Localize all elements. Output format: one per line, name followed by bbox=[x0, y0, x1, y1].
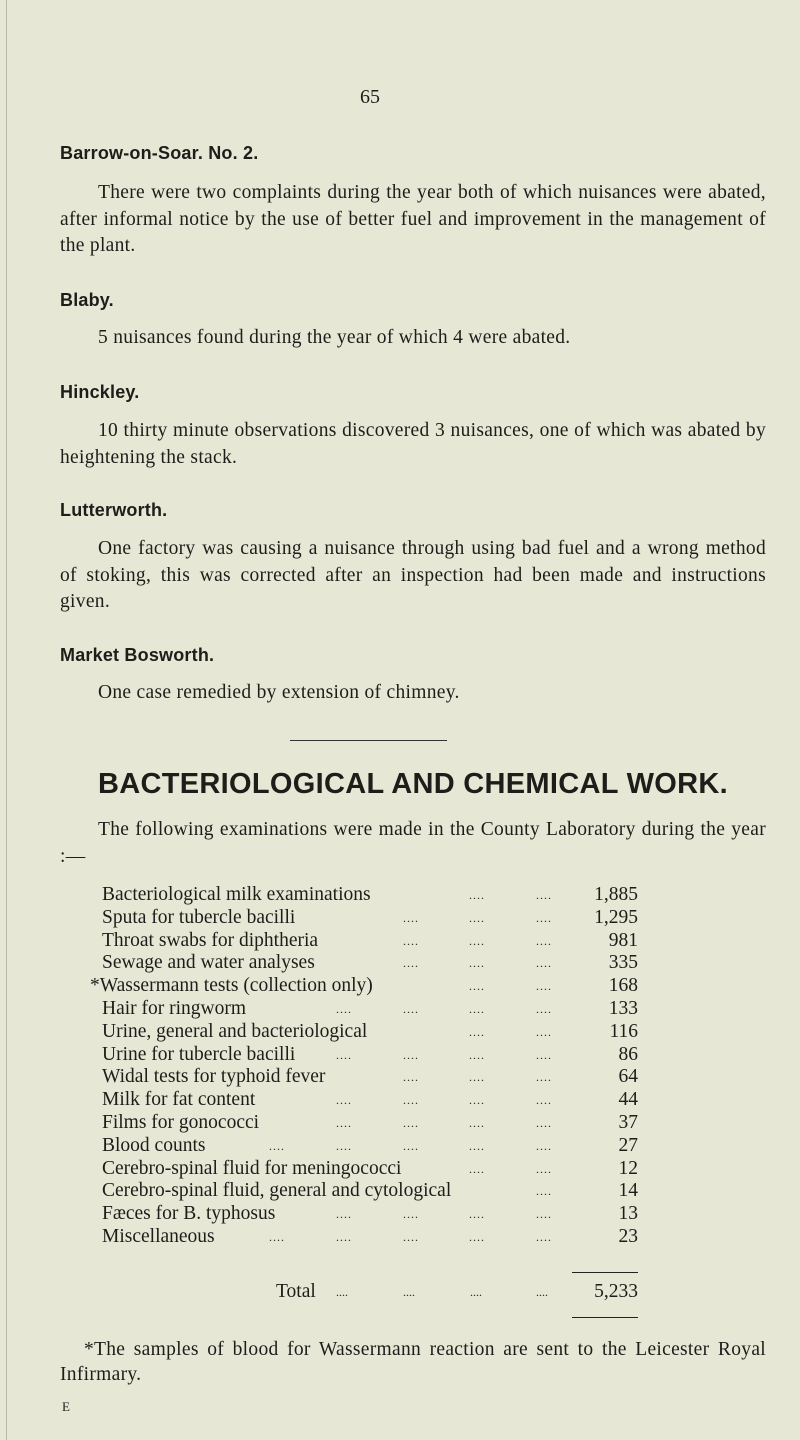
examinations-table bbox=[88, 884, 638, 1249]
section-text: One factory was causing a nuisance through using bad fuel and a wrong method of stoking, this was corrected after an inspection had been made and instructions given. bbox=[60, 538, 766, 612]
table-row: Fæces for B. typhosus .... .... .... .... 13 bbox=[102, 1203, 638, 1225]
row-value: 335 bbox=[608, 952, 638, 974]
row-value: 133 bbox=[608, 997, 638, 1019]
row-label: Sewage and water analyses bbox=[102, 952, 315, 974]
table-row: Urine, general and bacteriological .... .... 116 bbox=[102, 1020, 638, 1042]
signature-mark: E bbox=[62, 1399, 70, 1414]
section-heading: Blaby. bbox=[60, 290, 114, 310]
row-value: 44 bbox=[618, 1089, 638, 1111]
main-heading: BACTERIOLOGICAL AND CHEMICAL WORK. bbox=[98, 768, 728, 800]
table-row: Sputa for tubercle bacilli .... .... .... 1,295 bbox=[102, 906, 638, 928]
section-paragraph bbox=[60, 418, 766, 471]
table-row: Widal tests for typhoid fever .... .... .... 64 bbox=[102, 1066, 638, 1088]
table-row: Miscellaneous .... .... .... .... .... 23 bbox=[102, 1225, 638, 1247]
row-value: 168 bbox=[608, 975, 638, 997]
section-paragraph bbox=[60, 325, 766, 352]
row-value: 1,885 bbox=[594, 884, 638, 905]
row-value: 1,295 bbox=[594, 906, 638, 928]
total-label: Total bbox=[276, 1281, 316, 1302]
table-row: Milk for fat content .... .... .... .... 44 bbox=[102, 1089, 638, 1111]
section-paragraph bbox=[60, 180, 766, 260]
row-label: Bacteriological milk examinations bbox=[102, 884, 371, 905]
section-divider bbox=[290, 740, 447, 741]
section-heading: Lutterworth. bbox=[60, 500, 168, 520]
table-row: *Wassermann tests (collection only) .... .... 168 bbox=[90, 975, 638, 997]
row-label: Cerebro-spinal fluid, general and cytological bbox=[102, 1180, 452, 1202]
page-edge bbox=[6, 0, 7, 1440]
row-label: Blood counts bbox=[102, 1134, 206, 1156]
row-label: Films for gonococci bbox=[102, 1111, 260, 1133]
section-text: One case remedied by extension of chimney. bbox=[98, 682, 460, 703]
row-value: 23 bbox=[618, 1225, 638, 1247]
table-row: Throat swabs for diphtheria .... .... .... 981 bbox=[102, 929, 638, 951]
table-row: Films for gonococci .... .... .... .... 37 bbox=[102, 1111, 638, 1133]
section-text: 10 thirty minute observations discovered 3 nuisances, one of which was abated by heightening the stack. bbox=[60, 420, 766, 468]
row-label: Miscellaneous bbox=[102, 1225, 215, 1247]
footnote: *The samples of blood for Wassermann reaction are sent to the Leicester Royal Infirmary. bbox=[60, 1339, 766, 1385]
row-label: Cerebro-spinal fluid for meningococci bbox=[102, 1157, 402, 1179]
row-value: 27 bbox=[618, 1134, 638, 1156]
row-label: Milk for fat content bbox=[102, 1089, 256, 1111]
intro-text: The following examinations were made in the County Laboratory during the year :— bbox=[60, 819, 766, 867]
page-number: 65 bbox=[360, 86, 380, 108]
table-row: Urine for tubercle bacilli .... .... .... .... 86 bbox=[102, 1043, 638, 1065]
row-value: 12 bbox=[618, 1157, 638, 1179]
row-label: *Wassermann tests (collection only) bbox=[90, 975, 373, 997]
total-value: 5,233 bbox=[594, 1281, 638, 1302]
table-row: Blood counts .... .... .... .... .... 27 bbox=[102, 1134, 638, 1156]
total-rule-top bbox=[572, 1272, 638, 1273]
row-label: Sputa for tubercle bacilli bbox=[102, 906, 296, 928]
section-heading: Market Bosworth. bbox=[60, 645, 215, 665]
section-heading: Barrow-on-Soar. No. 2. bbox=[60, 143, 259, 163]
section-text: 5 nuisances found during the year of which 4 were abated. bbox=[98, 327, 571, 348]
table-row: Bacteriological milk examinations .... .... 1,885 bbox=[102, 884, 638, 905]
row-value: 116 bbox=[609, 1020, 638, 1042]
row-value: 86 bbox=[618, 1043, 638, 1065]
section-paragraph bbox=[60, 536, 766, 616]
row-value: 14 bbox=[618, 1180, 638, 1202]
row-value: 37 bbox=[618, 1111, 638, 1133]
row-value: 64 bbox=[618, 1066, 638, 1088]
row-label: Hair for ringworm bbox=[102, 997, 247, 1019]
total-rule-bottom bbox=[572, 1317, 638, 1318]
row-label: Throat swabs for diphtheria bbox=[102, 929, 319, 951]
row-label: Urine for tubercle bacilli bbox=[102, 1043, 296, 1065]
table-row: Sewage and water analyses .... .... .... 335 bbox=[102, 952, 638, 974]
table-row: Hair for ringworm .... .... .... .... 133 bbox=[102, 997, 638, 1019]
row-label: Fæces for B. typhosus bbox=[102, 1203, 276, 1225]
table-row: Cerebro-spinal fluid, general and cytological .... 14 bbox=[102, 1180, 638, 1202]
intro-paragraph bbox=[60, 817, 766, 870]
section-paragraph bbox=[60, 680, 766, 707]
section-heading: Hinckley. bbox=[60, 382, 140, 402]
row-label: Widal tests for typhoid fever bbox=[102, 1066, 326, 1088]
row-label: Urine, general and bacteriological bbox=[102, 1020, 368, 1042]
row-value: 13 bbox=[618, 1203, 638, 1225]
section-text: There were two complaints during the year both of which nuisances were abated, after informal notice by the use of better fuel and improvement in the management of the plant. bbox=[60, 182, 766, 256]
table-row: Cerebro-spinal fluid for meningococci .... .... 12 bbox=[102, 1157, 638, 1179]
row-value: 981 bbox=[608, 929, 638, 951]
total-row: Total .... .... .... .... 5,233 bbox=[88, 1280, 638, 1304]
